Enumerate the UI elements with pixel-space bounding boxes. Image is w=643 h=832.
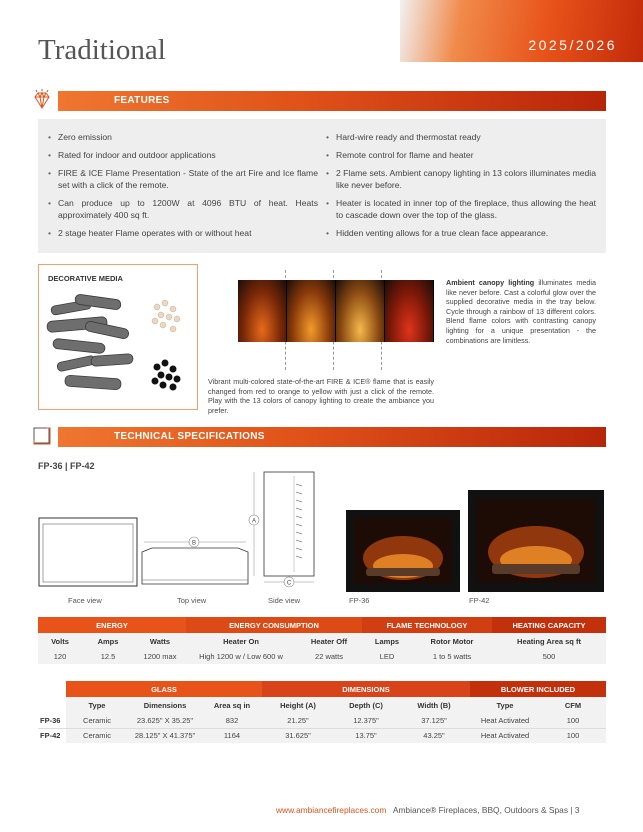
table-cell: 1 to 5 watts (412, 649, 492, 664)
column-header: Heating Area sq ft (492, 633, 606, 649)
column-header: Heater On (186, 633, 296, 649)
website-link[interactable]: www.ambiancefireplaces.com (276, 805, 387, 815)
fp36-photo (346, 510, 460, 592)
flame-caption: Vibrant multi-colored state-of-the-art FIRE & ICE® flame that is easily changed from red to orange to yellow with just a click of the remote. Play with the 13 colors of canopy lighting to create the ambiance you prefer. (208, 377, 434, 415)
table-cell: 832 (202, 713, 262, 728)
column-header: Lamps (362, 633, 412, 649)
page-footer (276, 805, 580, 815)
features-panel (38, 119, 606, 253)
features-right-column (326, 131, 596, 245)
feature-item: • 2 Flame sets. Ambient canopy lighting in 13 colors illuminates media like never before. (326, 167, 596, 191)
tech-heading: TECHNICAL SPECIFICATIONS (114, 431, 265, 442)
group-header-consumption: ENERGY CONSUMPTION (186, 617, 362, 633)
side-view-label: Side view (268, 596, 301, 605)
feature-item: • Can produce up to 1200W at 4096 BTU of heat. Heats approximately 400 sq ft. (48, 197, 318, 221)
side-view-drawing (240, 468, 320, 590)
decorative-media-panel (38, 264, 198, 410)
dim-c-letter: C (286, 580, 292, 587)
table-cell: LED (362, 649, 412, 664)
table-cell: Heat Activated (470, 713, 540, 728)
driftwood-logs-image (45, 289, 195, 407)
column-header: Width (B) (398, 697, 470, 713)
model-cell: FP-36 (38, 713, 66, 728)
top-view-label: Top view (177, 596, 207, 605)
column-header: Rotor Motor (412, 633, 492, 649)
group-header-heating: HEATING CAPACITY (492, 617, 606, 633)
feature-item: • FIRE & ICE Flame Presentation - State of the art Fire and Ice flame set with a click of the remote. (48, 167, 318, 191)
group-header-flame: FLAME TECHNOLOGY (362, 617, 492, 633)
canopy-bold-lead: Ambient canopy lighting (446, 278, 535, 287)
table-cell: 23.625" X 35.25" (128, 713, 202, 728)
group-header-blower: BLOWER INCLUDED (470, 681, 606, 697)
top-view-drawing (140, 534, 250, 588)
column-header: Volts (38, 633, 82, 649)
flame-panel (385, 280, 434, 342)
square-outline-icon (26, 422, 58, 450)
table-cell: 28.125" X 41.375" (128, 728, 202, 743)
table-row (38, 728, 606, 743)
feature-item: • Hidden venting allows for a true clean face appearance. (326, 227, 596, 239)
fp36-label: FP-36 (349, 596, 370, 605)
feature-item: • 2 stage heater Flame operates with or without heat (48, 227, 318, 239)
table-cell: High 1200 w / Low 600 w (186, 649, 296, 664)
page-title: Traditional (38, 34, 166, 66)
fp42-photo (468, 490, 604, 592)
column-header: Watts (134, 633, 186, 649)
flame-panel (287, 280, 336, 342)
decorative-media-title: DECORATIVE MEDIA (48, 274, 123, 283)
tech-section-bar (36, 427, 606, 447)
model-cell: FP-42 (38, 728, 66, 743)
table-cell: 12.375" (334, 713, 398, 728)
column-header: Type (66, 697, 128, 713)
flame-panel (336, 280, 385, 342)
table-cell: 22 watts (296, 649, 362, 664)
footer-text: Ambiance® Fireplaces, BBQ, Outdoors & Spas | 3 (392, 805, 580, 815)
year-banner (400, 0, 643, 62)
face-view-label: Face view (68, 596, 102, 605)
table-cell: 13.75" (334, 728, 398, 743)
table-cell: 12.5 (82, 649, 134, 664)
table-cell: 100 (540, 713, 606, 728)
table-cell: Ceramic (66, 728, 128, 743)
model-list-label: FP-36 | FP-42 (38, 461, 95, 471)
feature-item: • Hard-wire ready and thermostat ready (326, 131, 596, 143)
dim-b-letter: B (191, 540, 197, 547)
energy-spec-table (38, 617, 606, 664)
feature-item: • Rated for indoor and outdoor applications (48, 149, 318, 161)
features-section-bar (36, 91, 606, 111)
feature-item: • Zero emission (48, 131, 318, 143)
table-cell: 21.25" (262, 713, 334, 728)
table-cell: Heat Activated (470, 728, 540, 743)
face-view-drawing (38, 516, 138, 588)
table-row (38, 649, 606, 664)
group-header-energy: ENERGY (38, 617, 186, 633)
table-cell: 500 (492, 649, 606, 664)
flame-panel (238, 280, 287, 342)
column-header: Dimensions (128, 697, 202, 713)
features-heading: FEATURES (114, 95, 170, 106)
column-header: Area sq in (202, 697, 262, 713)
group-header-dimensions: DIMENSIONS (262, 681, 470, 697)
table-cell: 120 (38, 649, 82, 664)
table-cell: 31.625" (262, 728, 334, 743)
column-header: Height (A) (262, 697, 334, 713)
canopy-body: illuminates media like never before. Cast a colorful glow over the supplied decorative media in the tray below. Cycle through a rainbow of 13 different colors. Blend flame colors with contrasting canopy lighting for a unique presentation - the combinations are limitless. (446, 278, 597, 345)
fp42-label: FP-42 (469, 596, 490, 605)
features-left-column (48, 131, 318, 245)
table-cell: 1164 (202, 728, 262, 743)
year-label: 2025/2026 (528, 37, 617, 53)
dimensions-spec-table (38, 681, 606, 743)
feature-item: • Remote control for flame and heater (326, 149, 596, 161)
column-header: Amps (82, 633, 134, 649)
group-header-glass: GLASS (66, 681, 262, 697)
table-cell: Ceramic (66, 713, 128, 728)
table-cell: 1200 max (134, 649, 186, 664)
table-row (38, 713, 606, 728)
flame-color-strip-image (238, 280, 434, 342)
table-cell: 43.25" (398, 728, 470, 743)
column-header: Type (470, 697, 540, 713)
table-cell: 100 (540, 728, 606, 743)
feature-item: • Heater is located in inner top of the fireplace, thus allowing the heat to cascade down over the top of the glass. (326, 197, 596, 221)
canopy-description (446, 278, 596, 345)
column-header: CFM (540, 697, 606, 713)
column-header: Heater Off (296, 633, 362, 649)
table-cell: 37.125" (398, 713, 470, 728)
diamond-icon (26, 86, 58, 114)
column-header: Depth (C) (334, 697, 398, 713)
dim-a-letter: A (251, 518, 257, 525)
